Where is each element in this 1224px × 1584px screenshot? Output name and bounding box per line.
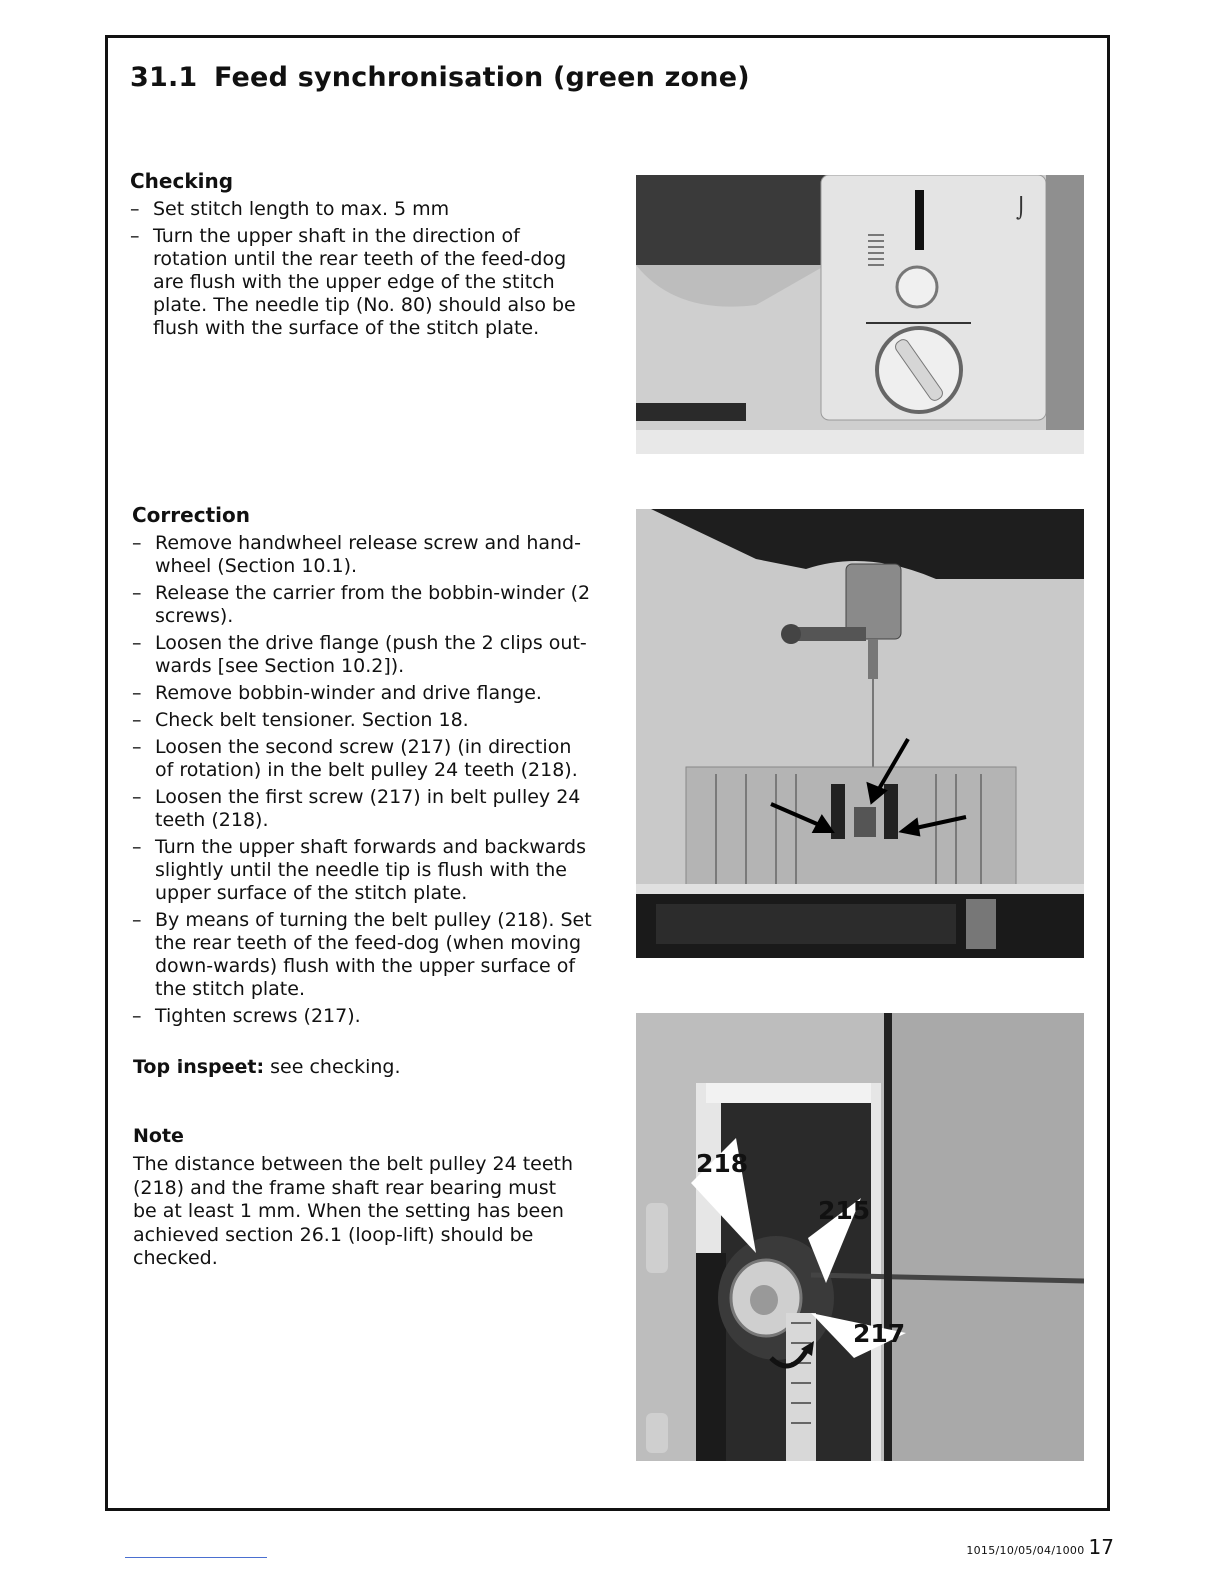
correction-steps [132,532,592,1032]
note-heading: Note [133,1125,184,1147]
list-item: – Loosen the second screw (217) (in direction of rotation) in the belt pulley 24 teeth (218). [132,736,578,781]
list-item: – Remove handwheel release screw and hand-wheel (Section 10.1). [132,532,581,577]
section-title [130,62,750,93]
section-title-text: Feed synchronisation (green zone) [214,62,750,93]
callout-217: 217 [853,1319,906,1348]
section-number: 31.1 [130,62,198,93]
page-footer [966,1535,1114,1559]
page-number: 17 [1088,1535,1114,1559]
list-item: – Tighten screws (217). [132,1005,361,1027]
list-item: – By means of turning the belt pulley (218). Set the rear teeth of the feed-dog (when moving down-wards) flush with the upper surface of the stitch plate. [132,909,592,1000]
top-inspect-label: Top inspeet: [133,1056,265,1078]
scan-underline-mark [125,1557,267,1558]
note-text: The distance between the belt pulley 24 teeth (218) and the frame shaft rear bearing must be at least 1 mm. When the setting has been achieved section 26.1 (loop-lift) should be checked. [133,1153,574,1269]
list-item: – Set stitch length to max. 5 mm [130,198,450,220]
photo-belt-pulley [636,1013,1084,1461]
callout-218: 218 [696,1149,749,1178]
document-code: 1015/10/05/04/1000 [966,1544,1085,1557]
correction-heading: Correction [132,503,250,527]
photo-stitch-length-dials [636,175,1084,454]
checking-steps [130,198,590,344]
list-item: – Loosen the drive flange (push the 2 clips out-wards [see Section 10.2]). [132,632,587,677]
list-item: – Remove bobbin-winder and drive flange. [132,682,542,704]
list-item: – Turn the upper shaft in the direction of rotation until the rear teeth of the feed-dog are flush with the upper edge of the stitch plate. The needle tip (No. 80) should also be flush with the surface of the stitch plate. [130,225,576,339]
callout-215: 215 [818,1196,871,1225]
list-item: – Loosen the first screw (217) in belt pulley 24 teeth (218). [132,786,581,831]
list-item: – Turn the upper shaft forwards and backwards slightly until the needle tip is flush with the upper surface of the stitch plate. [132,836,587,904]
svg-text:⌡: ⌡ [1016,196,1027,220]
photo-needle-stitch-plate [636,509,1084,958]
top-inspect-text: see checking. [270,1056,401,1078]
checking-heading: Checking [130,169,234,193]
list-item: – Check belt tensioner. Section 18. [132,709,469,731]
top-inspect-line [133,1056,401,1079]
list-item: – Release the carrier from the bobbin-winder (2 screws). [132,582,591,627]
